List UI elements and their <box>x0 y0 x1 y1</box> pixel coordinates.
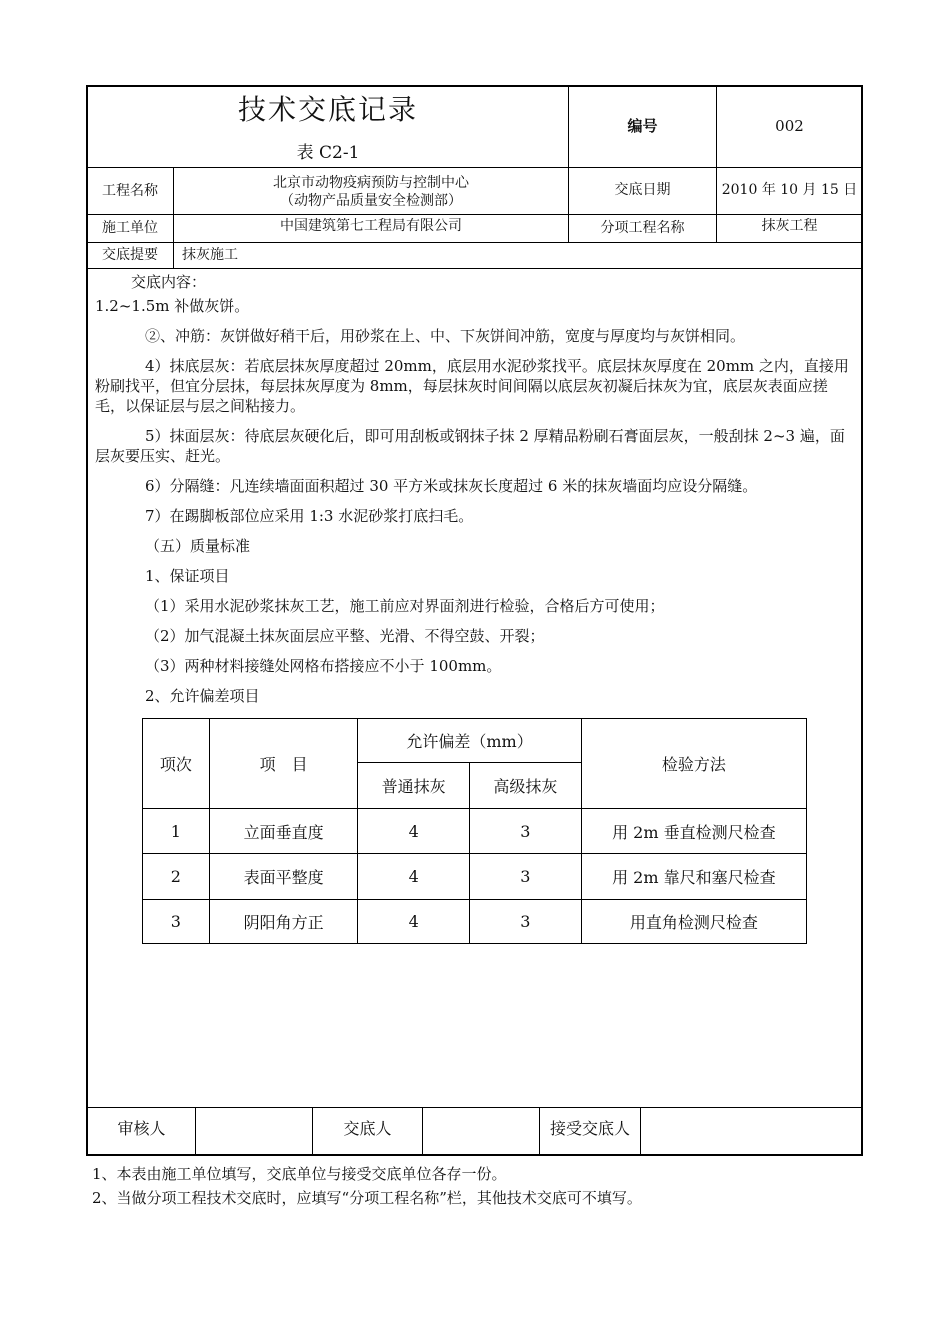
content-paragraph: （五）质量标准 <box>145 537 251 555</box>
content-paragraph: 2、允许偏差项目 <box>145 687 260 705</box>
table-row <box>143 809 807 854</box>
footnote: 2、当做分项工程技术交底时，应填写“分项工程名称”栏，其他技术交底可不填写。 <box>92 1189 642 1207</box>
row-method: 用 2m 垂直检测尺检查 <box>581 809 806 854</box>
table-header-method: 检验方法 <box>581 719 806 809</box>
content-paragraph: 4）抹底层灰：若底层抹灰厚度超过 20mm，底层用水泥砂浆找平。底层抹灰厚度在 20mm 之内，直接用粉刷找平，但宜分层抹，每层抹灰厚度为 8mm，每层抹灰时间间隔以底层灰初凝后抹灰为宜，底层灰表面应搓毛，以保证层与层之间粘接力。 <box>95 357 849 415</box>
summary-label: 交底提要 <box>102 247 158 263</box>
content-paragraph: 1.2~1.5m 补做灰饼。 <box>95 297 250 315</box>
content-heading: 交底内容： <box>131 273 207 291</box>
content-paragraph: 6）分隔缝：凡连续墙面面积超过 30 平方米或抹灰长度超过 6 米的抹灰墙面均应设分隔缝。 <box>145 477 758 495</box>
row-advanced: 3 <box>470 854 582 900</box>
reviewer-label: 审核人 <box>117 1119 166 1138</box>
number-value: 002 <box>775 117 804 135</box>
content-paragraph: 5）抹面层灰：待底层灰硬化后，即可用刮板或钢抹子抹 2 厚精品粉刷石膏面层灰，一般刮抹 2~3 遍，面层灰要压实、赶光。 <box>95 427 845 465</box>
table-header-index: 项次 <box>143 719 210 809</box>
reviewer-signature-field[interactable] <box>196 1108 312 1150</box>
summary-value: 抹灰施工 <box>182 247 238 263</box>
row-normal: 4 <box>358 809 470 854</box>
row-advanced: 3 <box>470 900 582 944</box>
contractor-label: 施工单位 <box>102 220 158 236</box>
table-header-advanced: 高级抹灰 <box>470 763 582 809</box>
form-number: 表 C2-1 <box>296 143 360 163</box>
presenter-label: 交底人 <box>343 1119 392 1138</box>
row-item: 阴阳角方正 <box>209 900 358 944</box>
project-name-line2: （动物产品质量安全检测部） <box>280 193 462 209</box>
row-normal: 4 <box>358 900 470 944</box>
project-name-label: 工程名称 <box>102 183 158 199</box>
receiver-label: 接受交底人 <box>549 1119 630 1138</box>
subproject-label: 分项工程名称 <box>600 220 685 236</box>
row-method: 用 2m 靠尺和塞尺检查 <box>581 854 806 900</box>
receiver-signature-field[interactable] <box>641 1108 862 1150</box>
footnote: 1、本表由施工单位填写，交底单位与接受交底单位各存一份。 <box>92 1165 507 1183</box>
content-paragraph: （3）两种材料接缝处网格布搭接应不小于 100mm。 <box>145 657 502 675</box>
contractor-value: 中国建筑第七工程局有限公司 <box>280 218 462 234</box>
row-normal: 4 <box>358 854 470 900</box>
project-name-line1: 北京市动物疫病预防与控制中心 <box>273 175 469 191</box>
row-no: 1 <box>143 809 210 854</box>
date-value: 2010 年 10 月 15 日 <box>721 182 858 198</box>
content-paragraph: ②、冲筋：灰饼做好稍干后，用砂浆在上、中、下灰饼间冲筋，宽度与厚度均与灰饼相同。 <box>145 327 746 345</box>
date-label: 交底日期 <box>614 182 671 198</box>
number-label: 编号 <box>627 117 658 135</box>
table-row <box>143 854 807 900</box>
content-body <box>95 272 857 706</box>
row-item: 立面垂直度 <box>209 809 358 854</box>
subproject-value: 抹灰工程 <box>761 218 818 234</box>
presenter-signature-field[interactable] <box>423 1108 539 1150</box>
row-item: 表面平整度 <box>209 854 358 900</box>
row-method: 用直角检测尺检查 <box>581 900 806 944</box>
project-name-value <box>174 170 568 214</box>
row-no: 2 <box>143 854 210 900</box>
table-header-tolerance: 允许偏差（mm） <box>358 719 581 763</box>
content-paragraph: （2）加气混凝土抹灰面层应平整、光滑、不得空鼓、开裂； <box>145 627 545 645</box>
document-title: 技术交底记录 <box>237 93 418 126</box>
footnotes <box>92 1162 642 1210</box>
row-advanced: 3 <box>470 809 582 854</box>
table-header-item: 项 目 <box>209 719 358 809</box>
content-paragraph: 7）在踢脚板部位应采用 1:3 水泥砂浆打底扫毛。 <box>145 507 474 525</box>
tolerance-table <box>142 718 807 944</box>
row-no: 3 <box>143 900 210 944</box>
table-row <box>143 900 807 944</box>
table-header-normal: 普通抹灰 <box>358 763 470 809</box>
content-paragraph: 1、保证项目 <box>145 567 230 585</box>
content-paragraph: （1）采用水泥砂浆抹灰工艺，施工前应对界面剂进行检验，合格后方可使用； <box>145 597 665 615</box>
